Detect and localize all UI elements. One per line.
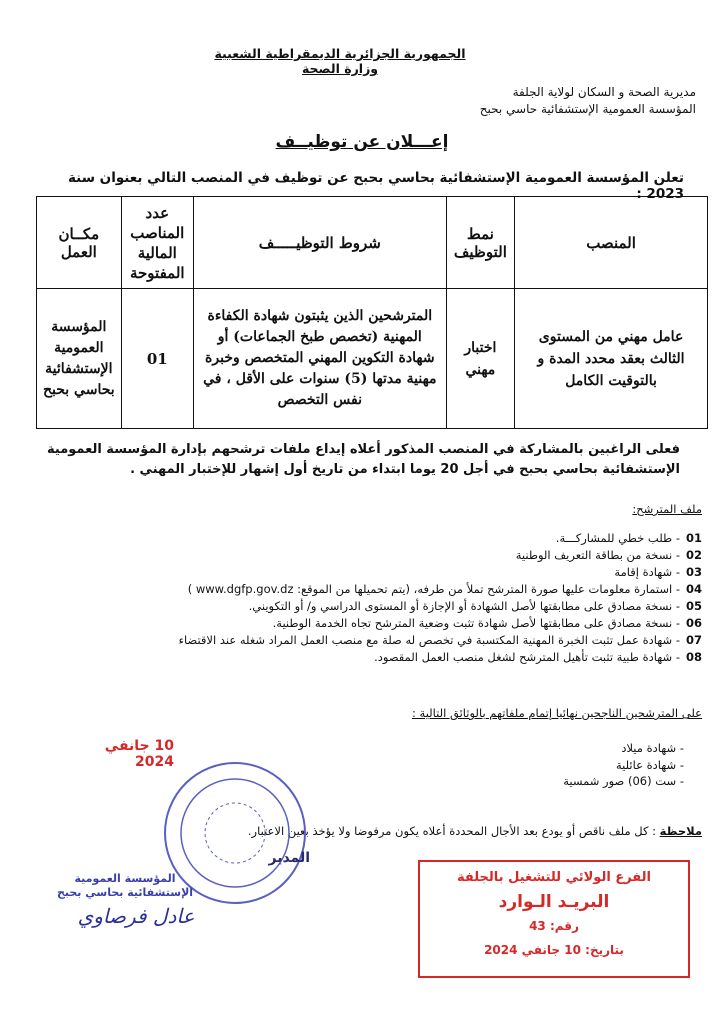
intro-text: تعلن المؤسسة العمومية الإستشفائية بحاسي بحبح عن توظيف في المنصب التالي بعنوان سنة 2023 : <box>68 170 684 202</box>
handwritten-date: 10 جانفي 2024 <box>104 738 174 770</box>
list-item: - شهادة ميلاد <box>621 741 684 755</box>
successful-section-title: على المترشحين الناجحين نهائيا إتمام ملفاتهم بالوثائق التالية : <box>412 706 702 720</box>
application-paragraph: فعلى الراغبين بالمشاركة في المنصب المذكور أعلاه إيداع ملفات ترشحهم بإدارة المؤسسة العمومية الإستشفائية بحاسي بحبح في أجل 20 يوما ابتداء من تاريخ أول إشهار للإختبار المهني . <box>47 442 680 477</box>
institution-line: المؤسسة العمومية الإستشفائية حاسي بحبح <box>479 102 696 116</box>
red-stamp-line1: الفرع الولائي للتشغيل بالجلفة <box>457 870 651 885</box>
director-label: المدير <box>268 850 310 866</box>
list-item: 07- شهادة عمل تثبت الخبرة المهنية المكتسبة في تخصص له صلة مع منصب العمل المراد شغله عند الاقتضاء <box>178 633 702 647</box>
list-item: - ست (06) صور شمسية <box>563 774 684 788</box>
department-block <box>376 84 696 118</box>
list-item: 05- نسخة مصادق على مطابقتها لأصل الشهادة أو الإجازة أو المستوى الدراسي و/ أو التكويني. <box>248 599 702 613</box>
blue-stamp: المؤسسة العمومية الإستشفائية بحاسي بحبح <box>56 872 194 899</box>
table-header-row <box>37 197 708 289</box>
directorate-line: مديرية الصحة و السكان لولاية الجلفة <box>512 85 696 99</box>
cell-conditions: المترشحين الذين يثبتون شهادة الكفاءة المهنية (تخصص طبخ الجماعات) أو شهادة التكوين المهني المتخصص وخبرة مهنية مدتها (5) سنوات على الأقل ، في نفس التخصص <box>193 289 446 429</box>
successful-docs-list <box>484 740 684 790</box>
red-stamp-line3: رقم: 43 <box>529 919 579 933</box>
cell-post: عامل مهني من المستوى الثالث بعقد محدد المدة و بالتوقيت الكامل <box>515 289 708 429</box>
signature: عادل فرصاوي <box>77 904 195 928</box>
header-conditions: شروط التوظيـــــف <box>193 197 446 289</box>
list-item: 04- استمارة معلومات عليها صورة المترشح تملأ من طرفه، (يتم تحميلها من الموقع: www.dgfp.gov.dz ) <box>187 582 702 596</box>
list-item: 01- طلب خطي للمشاركـــة. <box>555 531 702 545</box>
red-reception-stamp <box>418 860 690 978</box>
documents-list <box>22 530 702 666</box>
header-mode: نمط التوظيف <box>446 197 514 289</box>
header-place: مكــان العمل <box>37 197 122 289</box>
page-title: إعـــلان عن توظيــف <box>275 132 449 152</box>
official-header <box>200 46 480 76</box>
note-text: : كل ملف ناقص أو يودع بعد الأجال المحددة أعلاه يكون مرفوضا ولا يؤخذ بعين الاعتبار. <box>247 824 657 838</box>
file-section-title: ملف المترشح: <box>632 502 702 516</box>
republic-line: الجمهورية الجزائرية الديمقراطية الشعبية <box>214 46 466 61</box>
ministry-line: وزارة الصحة <box>301 61 379 76</box>
red-stamp-line2: البريـد الـوارد <box>498 892 610 912</box>
list-item: 02- نسخة من بطاقة التعريف الوطنية <box>515 548 702 562</box>
cell-place: المؤسسة العمومية الإستشفائية بحاسي بحبح <box>37 289 122 429</box>
list-item: 03- شهادة إقامة <box>614 565 702 579</box>
list-item: 06- نسخة مصادق على مطابقتها لأصل شهادة تثبت وضعية المترشح تجاه الخدمة الوطنية. <box>272 616 702 630</box>
header-count: عدد المناصب المالية المفتوحة <box>121 197 193 289</box>
list-item: - شهادة عائلية <box>615 757 684 772</box>
list-item: 08- شهادة طبية تثبت تأهيل المترشح لشغل منصب العمل المقصود. <box>374 650 702 664</box>
cell-mode: اختبار مهني <box>446 289 514 429</box>
header-post: المنصب <box>515 197 708 289</box>
job-table <box>36 196 708 429</box>
red-stamp-line4: بتاريخ: 10 جانفي 2024 <box>484 943 624 957</box>
cell-count: 01 <box>121 289 193 429</box>
table-row <box>37 289 708 429</box>
note-label: ملاحظة <box>659 824 702 838</box>
